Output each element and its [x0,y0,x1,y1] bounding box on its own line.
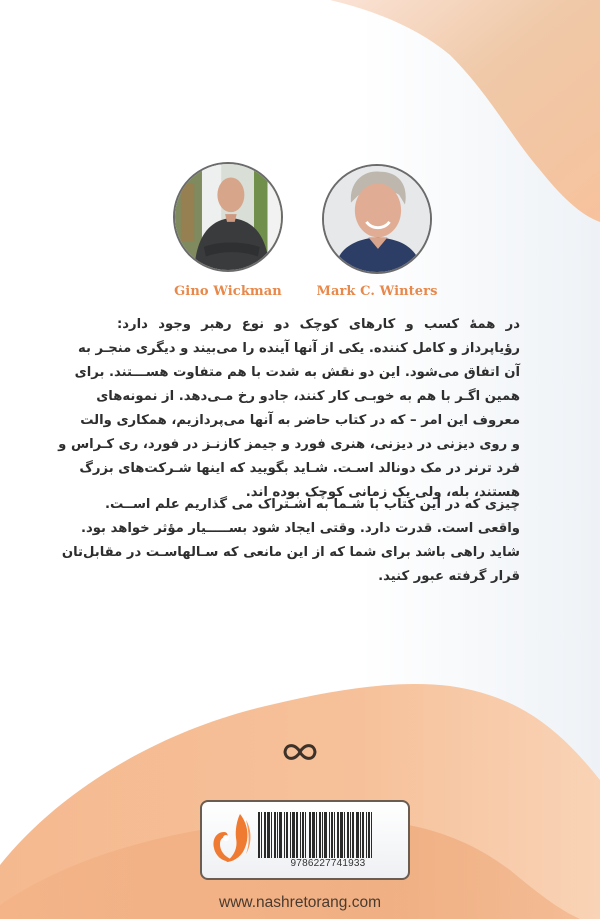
paragraph-line: هستند، بله، ولی یک زمانی کوچک بوده اند. [245,485,520,500]
description-paragraph-1 [58,313,520,505]
author-photo-gino [173,162,283,272]
barcode [258,812,398,858]
publisher-website[interactable]: www.nashretorang.com [219,894,381,911]
author-name-mark: Mark C. Winters [316,284,438,299]
paragraph-line: رؤیاپرداز و کامل کننده. یکی از آنها آینده را می‌بیند و دیگری منجـر به [77,341,520,356]
author-name-gino: Gino Wickman [174,284,282,299]
paragraph-line: چیزی که در این کتاب با شـما به اشـتراک می گذاریم علم اســت. [104,497,520,512]
paragraph-line: همین اگـر با هم به خوبـی کار کنند، جادو رخ مـی‌دهد. از نمونه‌های [96,389,520,404]
paragraph-line: معروف این امر – که در کتاب حاضر به آنها می‌پردازیم، همکاری والت [80,413,520,428]
author-photo-mark [322,164,432,274]
description-paragraph-2 [61,493,520,589]
paragraph-line: قرار گرفته عبور کنید. [378,569,520,584]
paragraph-line: فرد ترنر در مک دونالد اسـت. شـاید بگویید که اینها شـرکت‌های بزرگ [79,461,520,476]
paragraph-line: در همه‌ٔ کسب و کارهای کوچک دو نوع رهبر وجود دارد: [117,317,520,332]
paragraph-line: و روی دیزنی در دیزنی، هنری فورد و جیمز کازنـز در فورد، ری کـراس و [58,437,520,452]
infinity-icon [281,738,319,766]
isbn-number: 9786227741933 [290,858,366,869]
paragraph-line: شاید راهی باشد برای شما که از این مانعی که سـالهاسـت در مقابل‌تان [61,545,520,560]
isbn-barcode-label [200,800,410,880]
authors-section [0,0,600,310]
paragraph-line: واقعی است. قدرت دارد. وقتی ایجاد شود بســـــیار مؤثر خواهد بود. [81,521,520,536]
paragraph-line: آن اتفاق می‌شود. این دو نقش به شدت با هم متفاوت هســـتند. برای [74,365,520,380]
publisher-logo-icon [210,810,254,870]
